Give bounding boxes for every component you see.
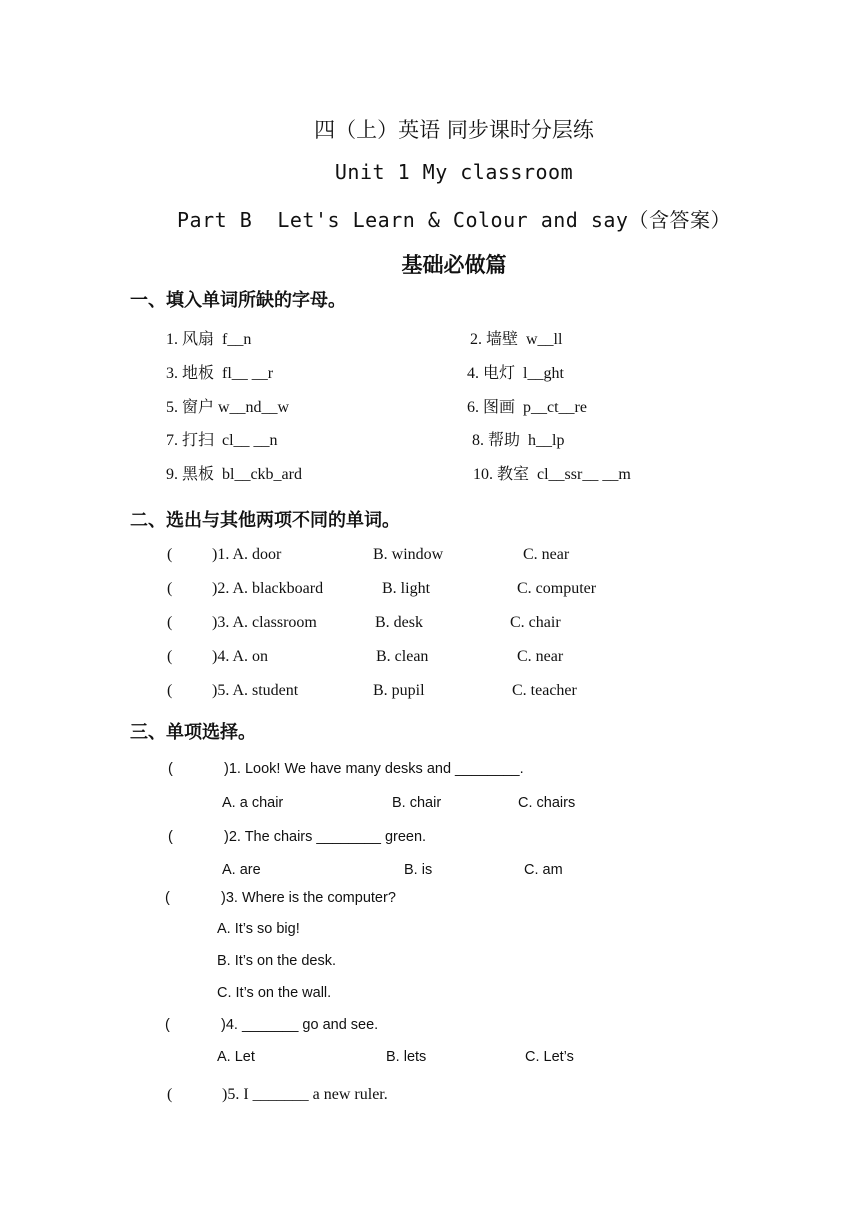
fill-item-8: 8. 帮助 h__lp	[472, 432, 565, 449]
option-c: C. computer	[517, 580, 597, 597]
fill-item-9: 9. 黑板 bl__ckb_ard	[166, 466, 302, 483]
option-c: C. Let’s	[525, 1049, 574, 1065]
odd-one-question: )5. A. student	[212, 682, 299, 699]
fill-item-2: 2. 墙壁 w__ll	[470, 331, 563, 348]
option-b: B. clean	[376, 648, 429, 665]
odd-one-question: )1. A. door	[212, 546, 282, 563]
fill-item-6: 6. 图画 p__ct__re	[467, 399, 587, 416]
answer-paren[interactable]: (	[168, 829, 173, 845]
option-b: B. is	[404, 862, 433, 878]
option-a: A. a chair	[222, 795, 284, 811]
option-c: C. near	[523, 546, 570, 563]
part-title: Part B Let's Learn & Colour and say（含答案）	[177, 208, 731, 232]
odd-one-question: )2. A. blackboard	[212, 580, 324, 597]
odd-one-question: )4. A. on	[212, 648, 268, 665]
option-b: B. desk	[375, 614, 423, 631]
option-a: A. It’s so big!	[217, 921, 300, 937]
section3-heading: 三、单项选择。	[130, 722, 256, 743]
answer-paren[interactable]: (	[168, 761, 173, 777]
section1-heading: 一、填入单词所缺的字母。	[130, 290, 346, 311]
fill-item-3: 3. 地板 fl__ __r	[166, 365, 274, 382]
option-b: B. It’s on the desk.	[217, 953, 337, 969]
answer-paren[interactable]: (	[165, 890, 170, 906]
level-title: 基础必做篇	[401, 253, 507, 277]
fill-item-4: 4. 电灯 l__ght	[467, 365, 564, 382]
answer-paren[interactable]: (	[167, 546, 173, 563]
option-b: B. window	[373, 546, 444, 563]
fill-item-5: 5. 窗户 w__nd__w	[166, 399, 290, 416]
answer-paren[interactable]: (	[167, 580, 173, 597]
choice-question-1: )1. Look! We have many desks and ________.	[224, 761, 524, 777]
fill-item-1: 1. 风扇 f__n	[166, 331, 252, 348]
option-b: B. lets	[386, 1049, 427, 1065]
answer-paren[interactable]: (	[167, 1086, 173, 1103]
answer-paren[interactable]: (	[167, 682, 173, 699]
choice-question-4: )4. _______ go and see.	[221, 1017, 379, 1033]
option-b: B. chair	[392, 795, 442, 811]
fill-item-7: 7. 打扫 cl__ __n	[166, 432, 278, 449]
option-c: C. It’s on the wall.	[217, 985, 332, 1001]
option-a: A. Let	[217, 1049, 255, 1065]
worksheet-title: 四（上）英语 同步课时分层练	[314, 118, 594, 142]
option-c: C. near	[517, 648, 564, 665]
option-b: B. pupil	[373, 682, 425, 699]
fill-item-10: 10. 教室 cl__ssr__ __m	[473, 466, 631, 483]
choice-question-2: )2. The chairs ________ green.	[224, 829, 427, 845]
option-c: C. teacher	[512, 682, 577, 699]
option-c: C. chair	[510, 614, 561, 631]
option-a: A. are	[222, 862, 261, 878]
choice-question-5: )5. I _______ a new ruler.	[222, 1086, 388, 1103]
option-c: C. chairs	[518, 795, 576, 811]
answer-paren[interactable]: (	[167, 614, 173, 631]
odd-one-question: )3. A. classroom	[212, 614, 317, 631]
option-b: B. light	[382, 580, 431, 597]
unit-title: Unit 1 My classroom	[334, 160, 574, 184]
option-c: C. am	[524, 862, 563, 878]
choice-question-3: )3. Where is the computer?	[221, 890, 396, 906]
answer-paren[interactable]: (	[167, 648, 173, 665]
section2-heading: 二、选出与其他两项不同的单词。	[130, 510, 400, 531]
answer-paren[interactable]: (	[165, 1017, 170, 1033]
